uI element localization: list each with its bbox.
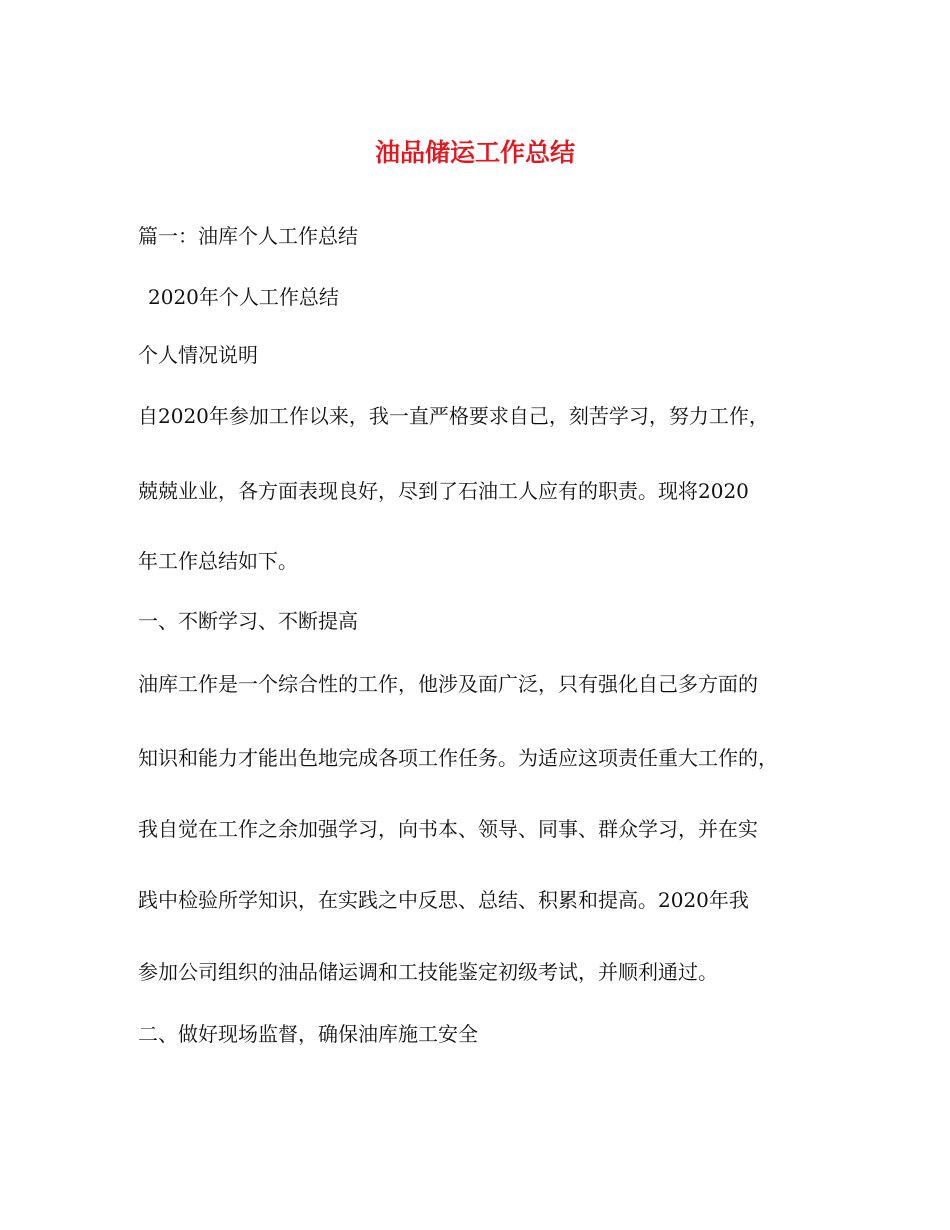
- paragraph-line: 我自觉在工作之余加强学习，向书本、领导、同事、群众学习，并在实: [138, 817, 758, 841]
- paragraph-line: 知识和能力才能出色地完成各项工作任务。为适应这项责任重大工作的，: [138, 746, 778, 770]
- paragraph-line: 自2020年参加工作以来，我一直严格要求自己，刻苦学习，努力工作，: [138, 404, 769, 428]
- paragraph-line: 参加公司组织的油品储运调和工技能鉴定初级考试，并顺利通过。: [138, 960, 718, 984]
- section-heading: 篇一：油库个人工作总结: [138, 224, 358, 248]
- paragraph-line: 兢兢业业，各方面表现良好，尽到了石油工人应有的职责。现将2020: [138, 479, 749, 503]
- section-heading: 一、不断学习、不断提高: [138, 609, 358, 633]
- paragraph-line: 油库工作是一个综合性的工作，他涉及面广泛，只有强化自己多方面的: [138, 672, 758, 696]
- paragraph-line: 践中检验所学知识，在实践之中反思、总结、积累和提高。2020年我: [138, 888, 749, 912]
- document-title: 油品储运工作总结: [374, 138, 575, 167]
- subheading: 2020年个人工作总结: [148, 285, 339, 309]
- paragraph-line: 年工作总结如下。: [138, 549, 298, 573]
- section-heading: 二、做好现场监督，确保油库施工安全: [138, 1022, 478, 1046]
- subheading: 个人情况说明: [138, 343, 258, 367]
